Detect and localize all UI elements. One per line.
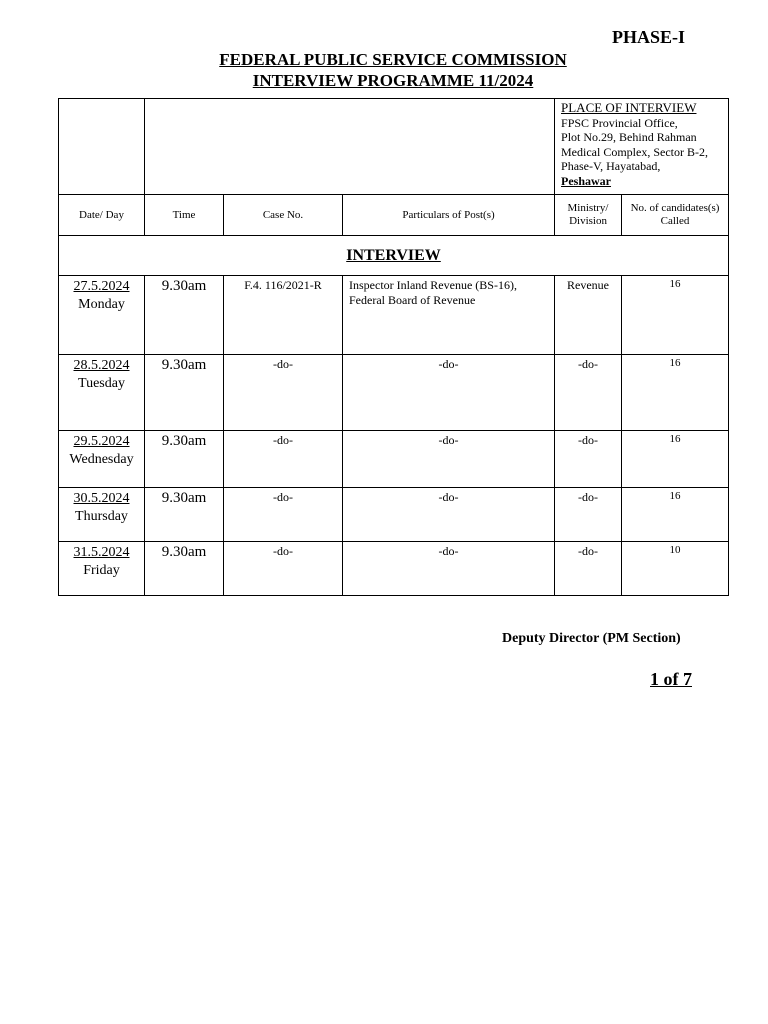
date-value: 31.5.2024 xyxy=(73,545,130,560)
table-row xyxy=(59,276,729,355)
day-value: Friday xyxy=(83,563,120,578)
blank-cell xyxy=(59,99,145,195)
section-title: INTERVIEW xyxy=(346,246,441,264)
date-cell xyxy=(59,355,145,431)
particulars-cell: -do- xyxy=(343,355,555,431)
table-row xyxy=(59,355,729,431)
date-value: 27.5.2024 xyxy=(73,279,130,294)
phase-label: PHASE-I xyxy=(612,27,686,47)
particulars-cell: -do- xyxy=(343,431,555,488)
time-cell: 9.30am xyxy=(145,355,224,431)
header-date: Date/ Day xyxy=(59,195,145,236)
header-row xyxy=(59,195,729,236)
signature-label: Deputy Director (PM Section) xyxy=(502,631,681,646)
candidates-cell: 16 xyxy=(622,431,729,488)
case-cell: -do- xyxy=(224,355,343,431)
candidates-cell: 16 xyxy=(622,355,729,431)
day-value: Thursday xyxy=(75,509,128,524)
place-line: Plot No.29, Behind Rahman xyxy=(561,130,697,144)
header-candidates-line: Called xyxy=(660,215,690,227)
page-number: 1 of 7 xyxy=(650,669,692,689)
interview-table xyxy=(58,98,729,596)
ministry-cell: -do- xyxy=(555,431,622,488)
table-row xyxy=(59,431,729,488)
section-row xyxy=(59,236,729,276)
date-value: 29.5.2024 xyxy=(73,434,130,449)
ministry-cell: -do- xyxy=(555,355,622,431)
table-row xyxy=(59,488,729,542)
date-value: 28.5.2024 xyxy=(73,358,130,373)
place-line: Medical Complex, Sector B-2, xyxy=(561,144,708,159)
date-cell xyxy=(59,542,145,596)
place-row xyxy=(59,99,729,195)
candidates-cell: 16 xyxy=(622,276,729,355)
section-cell xyxy=(59,236,729,276)
case-cell: -do- xyxy=(224,431,343,488)
particulars-cell: -do- xyxy=(343,542,555,596)
case-cell: -do- xyxy=(224,542,343,596)
ministry-cell: -do- xyxy=(555,542,622,596)
day-value: Tuesday xyxy=(78,376,125,391)
header-time: Time xyxy=(145,195,224,236)
ministry-cell: -do- xyxy=(555,488,622,542)
candidates-cell: 16 xyxy=(622,488,729,542)
place-heading: PLACE OF INTERVIEW xyxy=(561,100,697,115)
header-ministry-line: Ministry/ xyxy=(567,202,609,214)
header-candidates xyxy=(622,195,729,236)
day-value: Monday xyxy=(78,297,125,312)
time-cell: 9.30am xyxy=(145,431,224,488)
place-of-interview xyxy=(555,99,729,195)
ministry-cell: Revenue xyxy=(555,276,622,355)
day-value: Wednesday xyxy=(69,452,134,467)
place-city: Peshawar xyxy=(561,173,612,188)
header-case: Case No. xyxy=(224,195,343,236)
date-value: 30.5.2024 xyxy=(73,491,130,506)
programme-title: INTERVIEW PROGRAMME 11/2024 xyxy=(252,71,534,90)
header-candidates-line: No. of candidates(s) xyxy=(630,202,720,214)
header-ministry xyxy=(555,195,622,236)
date-cell xyxy=(59,488,145,542)
place-line: Phase-V, Hayatabad, xyxy=(561,159,661,173)
candidates-cell: 10 xyxy=(622,542,729,596)
commission-title: FEDERAL PUBLIC SERVICE COMMISSION xyxy=(219,50,567,69)
header-ministry-line: Division xyxy=(569,215,607,227)
particulars-cell: -do- xyxy=(343,488,555,542)
particulars-cell: Inspector Inland Revenue (BS-16), Federal Board of Revenue xyxy=(343,276,555,355)
case-cell: -do- xyxy=(224,488,343,542)
time-cell: 9.30am xyxy=(145,542,224,596)
table-row xyxy=(59,542,729,596)
date-cell xyxy=(59,276,145,355)
case-cell: F.4. 116/2021-R xyxy=(224,276,343,355)
date-cell xyxy=(59,431,145,488)
place-line: FPSC Provincial Office, xyxy=(561,115,678,130)
time-cell: 9.30am xyxy=(145,488,224,542)
time-cell: 9.30am xyxy=(145,276,224,355)
blank-cell xyxy=(145,99,555,195)
header-particulars: Particulars of Post(s) xyxy=(343,195,555,236)
